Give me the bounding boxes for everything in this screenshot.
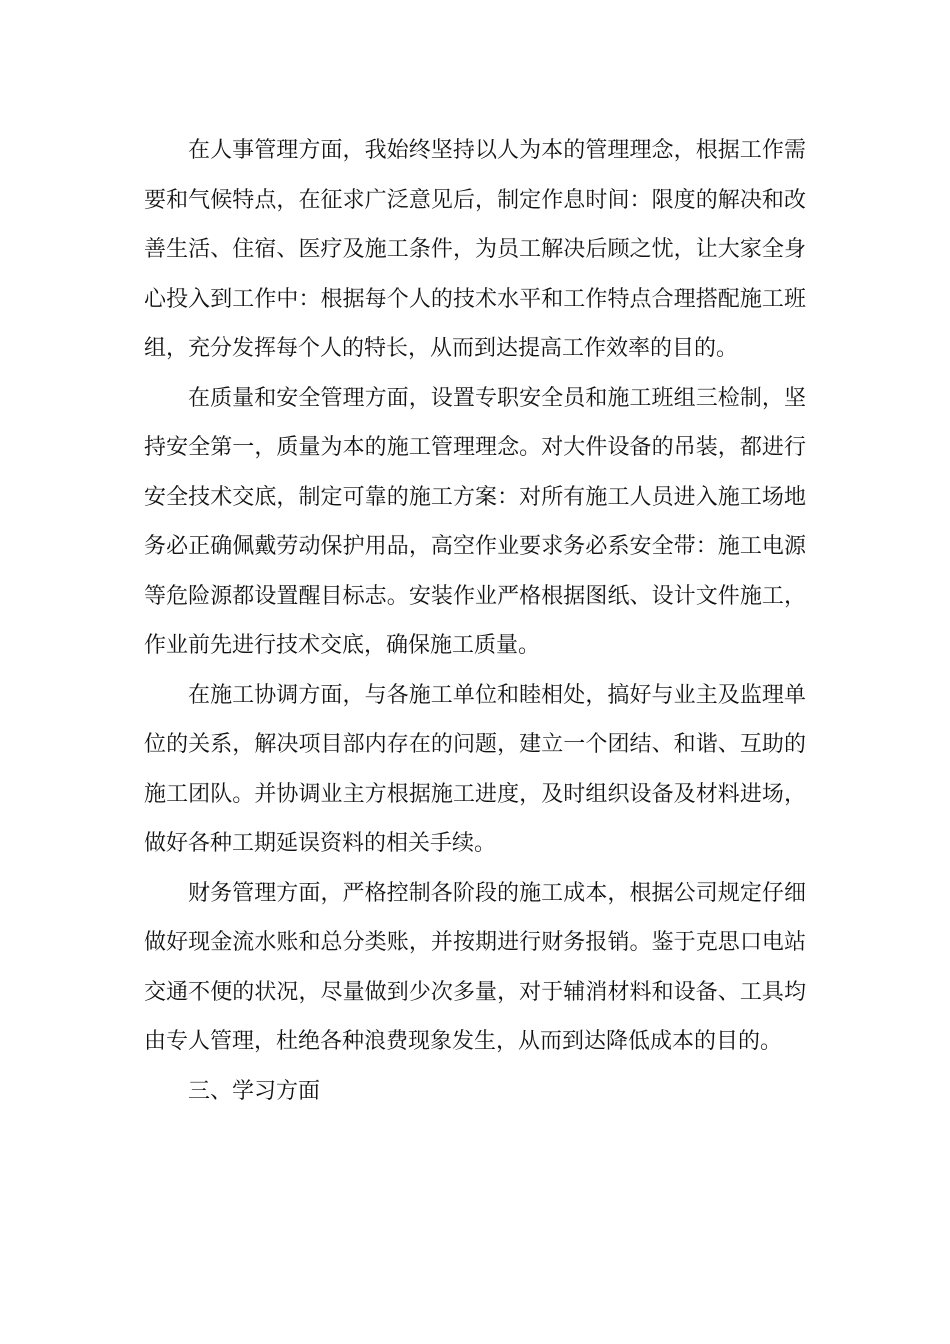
paragraph-financial-management: 财务管理方面，严格控制各阶段的施工成本，根据公司规定仔细做好现金流水账和总分类账，并按期进行财务报销。鉴于克思口电站交通不便的状况，尽量做到少次多量，对于辅消材料和设备、工具均由专人管理，杜绝各种浪费现象发生，从而到达降低成本的目的。 <box>144 880 806 1054</box>
section-heading-study: 三、学习方面 <box>188 1078 321 1104</box>
paragraph-construction-coordination: 在施工协调方面，与各施工单位和睦相处，搞好与业主及监理单位的关系，解决项目部内存在的问题，建立一个团结、和谐、互助的施工团队。并协调业主方根据施工进度，及时组织设备及材料进场，做好各种工期延误资料的相关手续。 <box>144 682 806 856</box>
paragraph-personnel-management: 在人事管理方面，我始终坚持以人为本的管理理念，根据工作需要和气候特点，在征求广泛意见后，制定作息时间：限度的解决和改善生活、住宿、医疗及施工条件，为员工解决后顾之忧，让大家全身心投入到工作中：根据每个人的技术水平和工作特点合理搭配施工班组，充分发挥每个人的特长，从而到达提高工作效率的目的。 <box>144 138 806 361</box>
document-body <box>144 126 806 1116</box>
paragraph-quality-safety-management: 在质量和安全管理方面，设置专职安全员和施工班组三检制，坚持安全第一，质量为本的施工管理理念。对大件设备的吊装，都进行安全技术交底，制定可靠的施工方案：对所有施工人员进入施工场地务必正确佩戴劳动保护用品，高空作业要求务必系安全带：施工电源等危险源都设置醒目标志。安装作业严格根据图纸、设计文件施工，作业前先进行技术交底，确保施工质量。 <box>144 385 806 658</box>
